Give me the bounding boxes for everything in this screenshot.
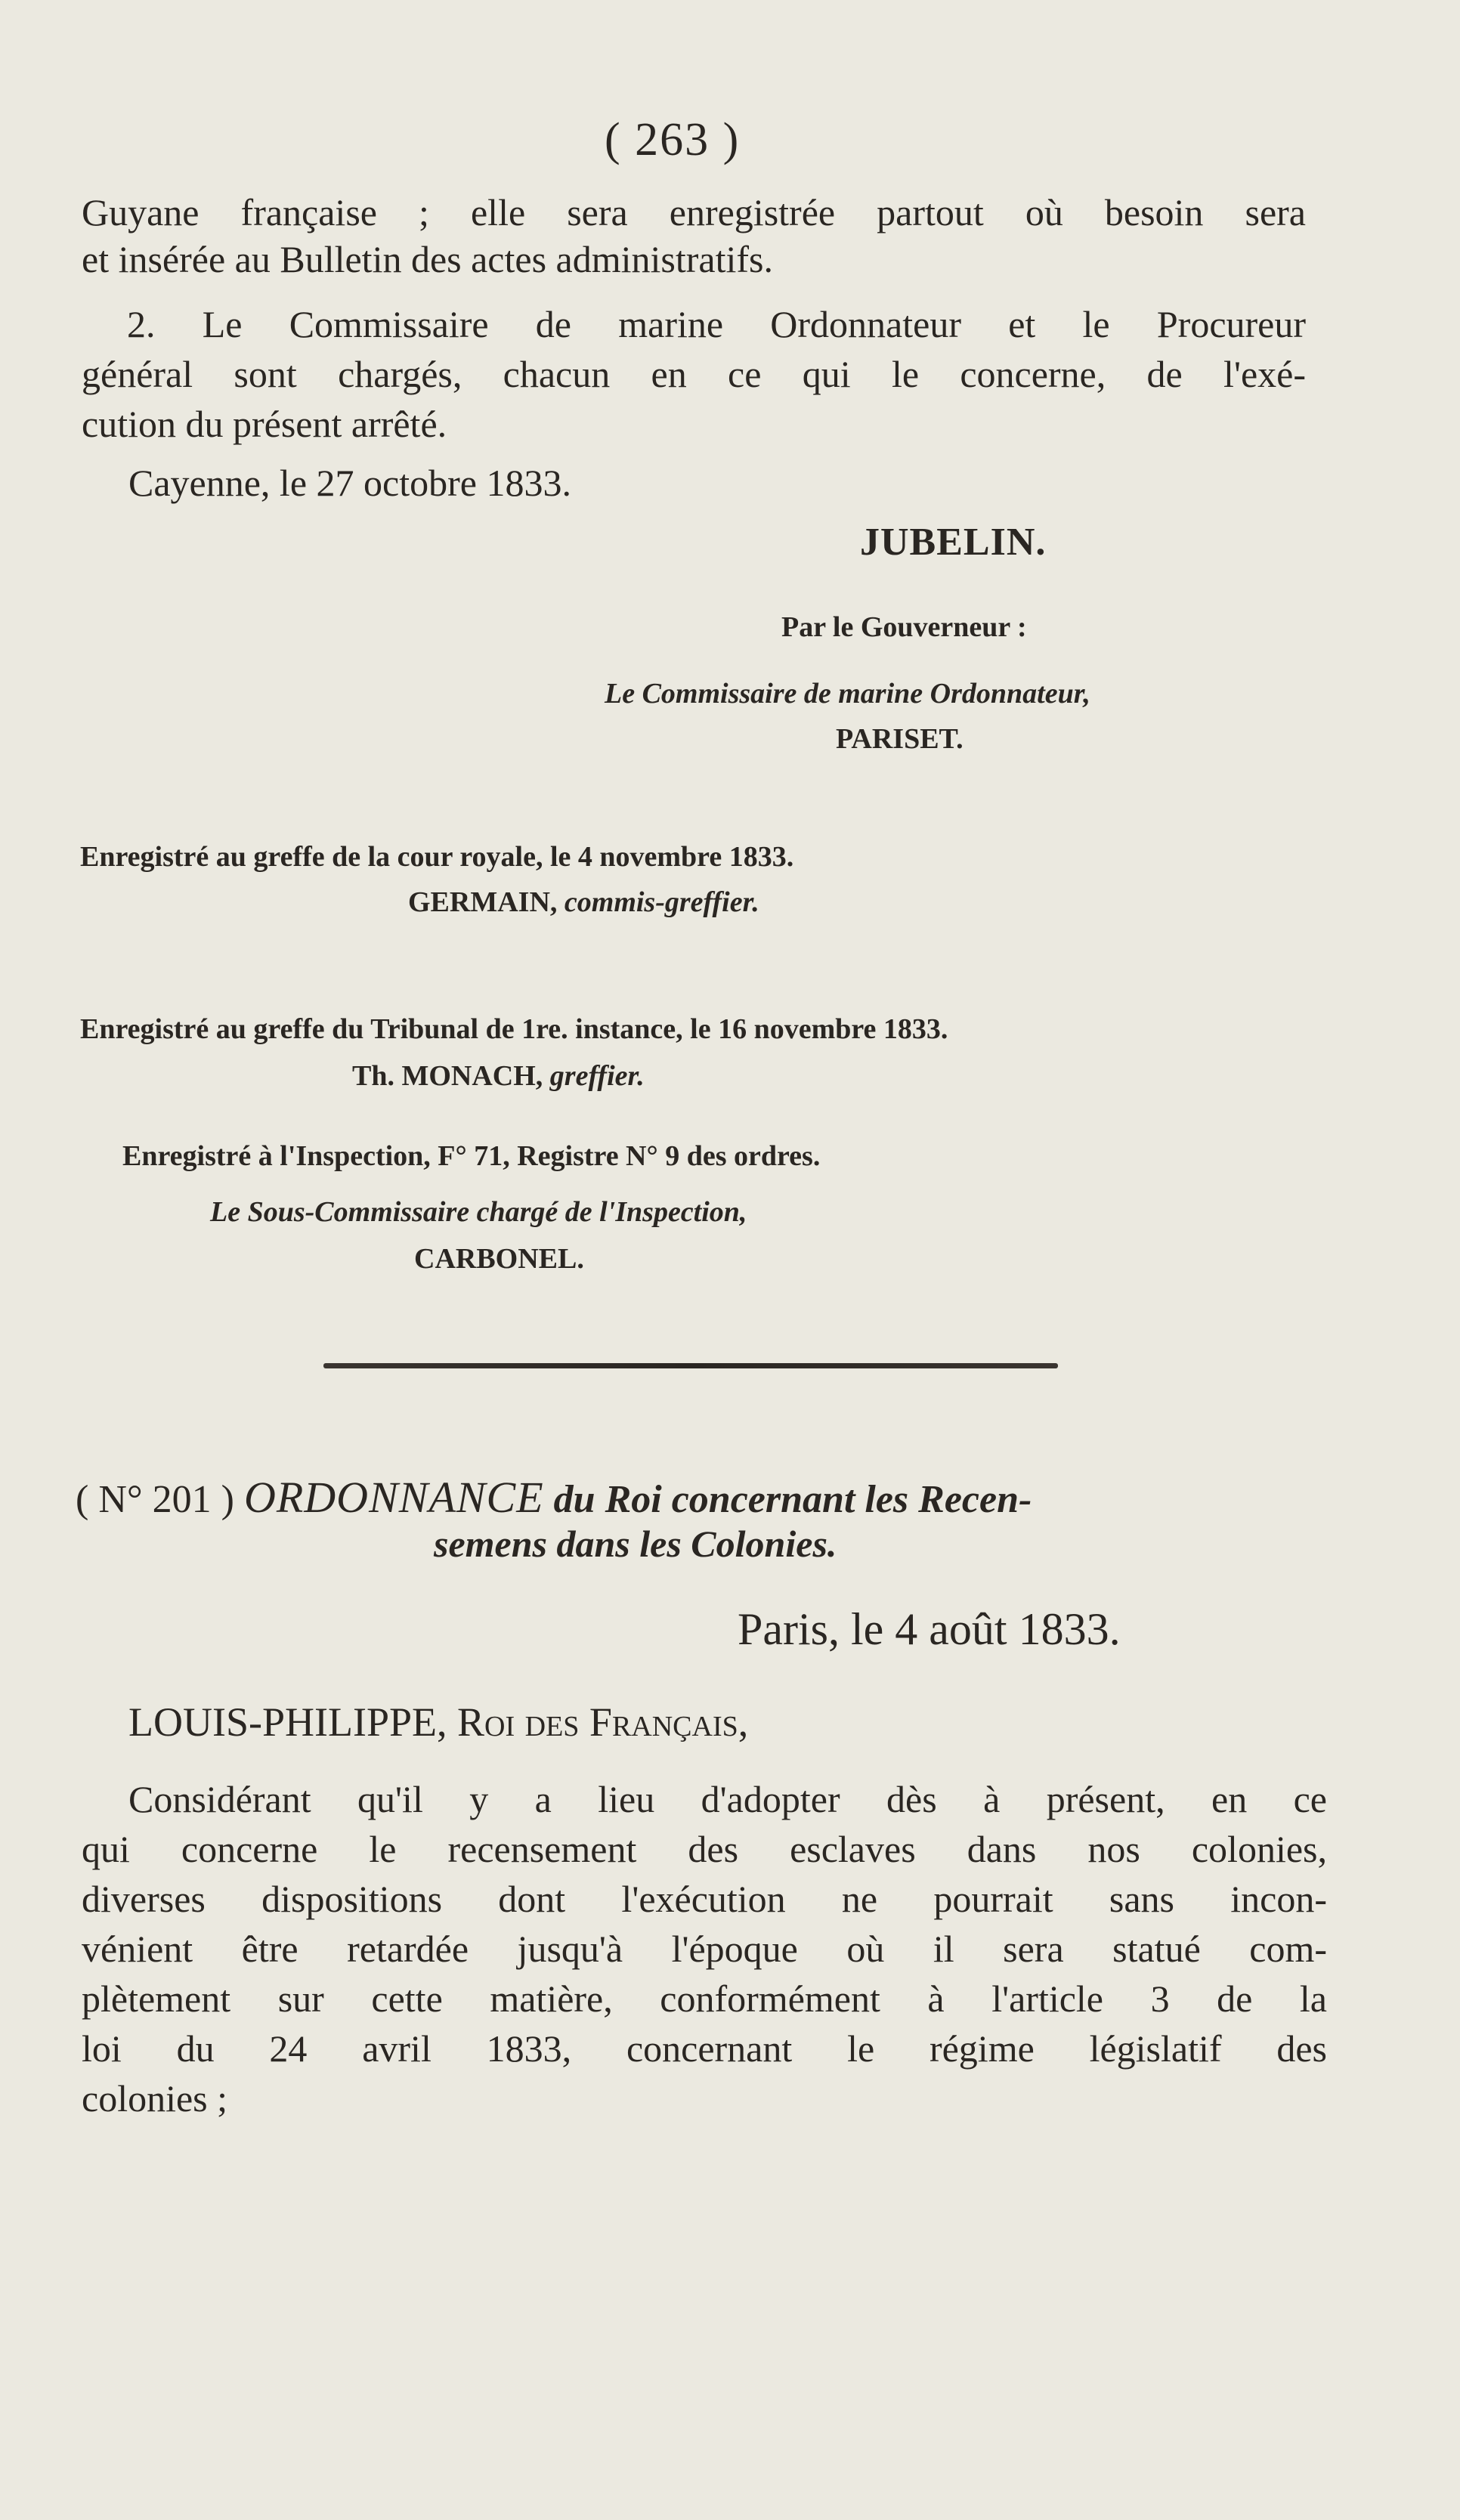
page-number: ( 263 ) (605, 114, 741, 165)
paragraph-line-4: vénient être retardée jusqu'à l'époque où il sera statué com- (82, 1928, 1327, 1970)
paragraph-line-3: diverses dispositions dont l'exécution ne pourrait sans incon- (82, 1878, 1327, 1920)
ordonnance-number: ( N° 201 ) (76, 1478, 234, 1521)
commissaire-name: PARISET. (836, 723, 964, 755)
paragraph-line-5: plètement sur cette matière, conformément à l'article 3 de la (82, 1977, 1327, 2020)
article-2-line-2: général sont chargés, chacun en ce qui le concerne, de l'exé- (82, 353, 1306, 395)
paragraph-line-7: colonies ; (82, 2077, 228, 2120)
paragraph-line-1: Considérant qu'il y a lieu d'adopter dès à présent, en ce (128, 1778, 1327, 1820)
registration-1-role: commis-greffier. (564, 886, 759, 918)
decree-line-1: Guyane française ; elle sera enregistrée partout où besoin sera (82, 191, 1306, 233)
ordonnance-title-rest-1: du Roi concernant les Recen- (553, 1478, 1032, 1521)
registration-2-role: greffier. (549, 1060, 645, 1092)
registration-cour-royale: Enregistré au greffe de la cour royale, le 4 novembre 1833. (80, 841, 794, 873)
registration-3-name: CARBONEL. (414, 1243, 584, 1275)
commissaire-title: Le Commissaire de marine Ordonnateur, (605, 678, 1090, 710)
signature-jubelin: JUBELIN. (860, 521, 1047, 564)
place-date-cayenne: Cayenne, le 27 octobre 1833. (128, 462, 571, 504)
registration-3-role-title: Le Sous-Commissaire chargé de l'Inspection, (210, 1196, 747, 1228)
ordonnance-title-rest-2: semens dans les Colonies. (434, 1523, 837, 1565)
paragraph-line-6: loi du 24 avril 1833, concernant le régime législatif des (82, 2027, 1327, 2070)
article-2-line-1: 2. Le Commissaire de marine Ordonnateur et le Procureur (127, 303, 1306, 345)
place-date-paris: Paris, le 4 août 1833. (738, 1604, 1121, 1654)
decree-line-2: et insérée au Bulletin des actes administratifs. (82, 238, 773, 280)
article-2-line-3: cution du présent arrêté. (82, 403, 447, 445)
ordonnance-title-main: ORDONNANCE (243, 1473, 544, 1522)
separator-rule (323, 1363, 1058, 1368)
registration-inspection: Enregistré à l'Inspection, F° 71, Registre N° 9 des ordres. (122, 1140, 821, 1172)
king-title: Roi des Français, (457, 1699, 749, 1745)
registration-1-name: GERMAIN, (408, 886, 558, 918)
registration-tribunal: Enregistré au greffe du Tribunal de 1re. instance, le 16 novembre 1833. (80, 1013, 948, 1045)
paragraph-line-2: qui concerne le recensement des esclaves dans nos colonies, (82, 1828, 1327, 1870)
by-governor: Par le Gouverneur : (781, 611, 1027, 643)
registration-2-name: Th. MONACH, (352, 1060, 543, 1092)
king-name: LOUIS-PHILIPPE, (128, 1699, 447, 1745)
